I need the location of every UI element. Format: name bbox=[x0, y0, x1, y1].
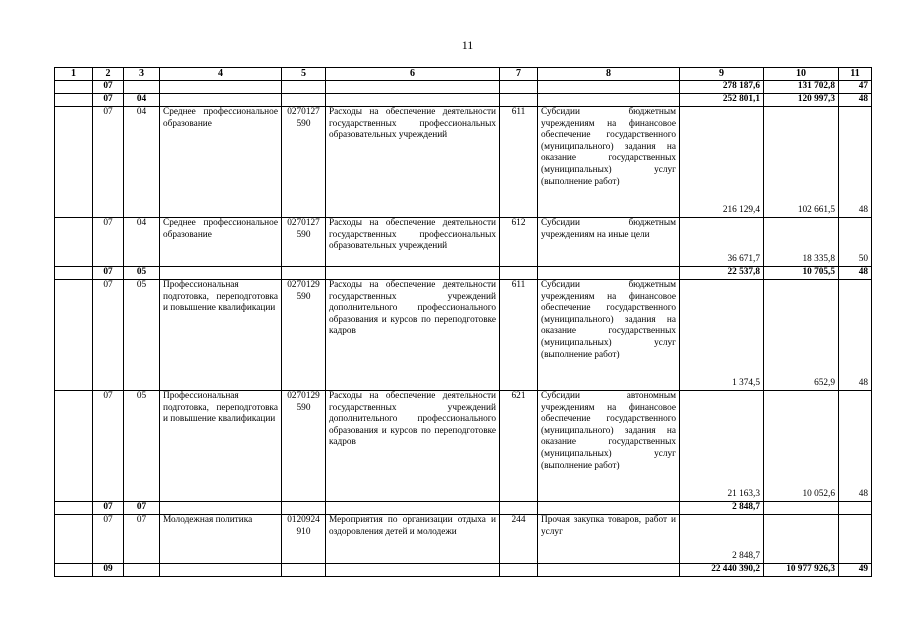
section-code: 07 bbox=[93, 502, 124, 515]
subtotal-row bbox=[55, 81, 872, 94]
row-blank-cell bbox=[55, 94, 93, 107]
row-blank-cell bbox=[538, 564, 680, 577]
amount-executed bbox=[764, 515, 839, 564]
section-code: 07 bbox=[93, 94, 124, 107]
header-cell: 8 bbox=[538, 68, 680, 81]
execution-percent: 50 bbox=[839, 218, 872, 267]
section-code: 07 bbox=[93, 515, 124, 564]
header-cell: 1 bbox=[55, 68, 93, 81]
header-cell: 11 bbox=[839, 68, 872, 81]
amount-executed: 131 702,8 bbox=[764, 81, 839, 94]
target-article-code: 0270127590 bbox=[282, 218, 326, 267]
row-blank-cell bbox=[500, 564, 538, 577]
subtotal-row bbox=[55, 267, 872, 280]
execution-percent: 48 bbox=[839, 280, 872, 391]
row-blank-cell bbox=[160, 81, 282, 94]
row-blank-cell bbox=[282, 267, 326, 280]
subsection-code: 07 bbox=[124, 515, 160, 564]
subtotal-row bbox=[55, 502, 872, 515]
execution-percent: 48 bbox=[839, 107, 872, 218]
expense-type-code: 611 bbox=[500, 280, 538, 391]
amount-plan: 2 848,7 bbox=[680, 515, 764, 564]
row-blank-cell bbox=[55, 515, 93, 564]
header-cell: 10 bbox=[764, 68, 839, 81]
table-row bbox=[55, 280, 872, 391]
expense-type-name: Прочая закупка товаров, работ и услуг bbox=[538, 515, 680, 564]
row-blank-cell bbox=[55, 502, 93, 515]
header-cell: 6 bbox=[326, 68, 500, 81]
execution-percent: 48 bbox=[839, 391, 872, 502]
item-name: Молодежная политика bbox=[160, 515, 282, 564]
item-name: Профессиональная подготовка, переподготовка и повышение квалификации bbox=[160, 391, 282, 502]
header-cell: 2 bbox=[93, 68, 124, 81]
item-name: Профессиональная подготовка, переподготовка и повышение квалификации bbox=[160, 280, 282, 391]
subsection-code: 04 bbox=[124, 107, 160, 218]
subsection-code: 05 bbox=[124, 280, 160, 391]
row-blank-cell bbox=[500, 267, 538, 280]
row-blank-cell bbox=[282, 94, 326, 107]
expense-type-code: 612 bbox=[500, 218, 538, 267]
subtotal-row bbox=[55, 94, 872, 107]
row-blank-cell bbox=[538, 81, 680, 94]
amount-plan: 252 801,1 bbox=[680, 94, 764, 107]
expense-type-code: 244 bbox=[500, 515, 538, 564]
amount-executed: 102 661,5 bbox=[764, 107, 839, 218]
amount-executed bbox=[764, 502, 839, 515]
header-cell: 9 bbox=[680, 68, 764, 81]
amount-plan: 22 537,8 bbox=[680, 267, 764, 280]
section-code: 09 bbox=[93, 564, 124, 577]
expense-purpose: Расходы на обеспечение деятельности государственных учреждений дополнительного профессионального образования и курсов по переподготовке кадров bbox=[326, 280, 500, 391]
row-blank-cell bbox=[326, 81, 500, 94]
row-blank-cell bbox=[55, 81, 93, 94]
amount-executed: 18 335,8 bbox=[764, 218, 839, 267]
amount-plan: 22 440 390,2 bbox=[680, 564, 764, 577]
row-blank-cell bbox=[326, 267, 500, 280]
target-article-code: 0270129590 bbox=[282, 280, 326, 391]
subsection-code: 07 bbox=[124, 502, 160, 515]
item-name: Среднее профессиональное образование bbox=[160, 218, 282, 267]
page-number: 11 bbox=[461, 38, 474, 52]
section-code: 07 bbox=[93, 107, 124, 218]
table-row bbox=[55, 107, 872, 218]
row-blank-cell bbox=[160, 267, 282, 280]
execution-percent: 47 bbox=[839, 81, 872, 94]
expense-purpose: Расходы на обеспечение деятельности государственных профессиональных образовательных учреждений bbox=[326, 218, 500, 267]
header-cell: 5 bbox=[282, 68, 326, 81]
expense-purpose: Расходы на обеспечение деятельности государственных профессиональных образовательных учреждений bbox=[326, 107, 500, 218]
amount-plan: 36 671,7 bbox=[680, 218, 764, 267]
row-blank-cell bbox=[538, 267, 680, 280]
expense-type-code: 621 bbox=[500, 391, 538, 502]
section-code: 07 bbox=[93, 81, 124, 94]
row-blank-cell bbox=[326, 564, 500, 577]
execution-percent bbox=[839, 515, 872, 564]
section-code: 07 bbox=[93, 391, 124, 502]
execution-percent: 48 bbox=[839, 94, 872, 107]
row-blank-cell bbox=[500, 81, 538, 94]
row-blank-cell bbox=[282, 502, 326, 515]
expense-type-name: Субсидии бюджетным учреждениям на финансовое обеспечение государственного (муниципального) задания на оказание государственных (муниципальных) услуг (выполнение работ) bbox=[538, 107, 680, 218]
row-blank-cell bbox=[500, 502, 538, 515]
row-blank-cell bbox=[160, 564, 282, 577]
amount-plan: 21 163,3 bbox=[680, 391, 764, 502]
row-blank-cell bbox=[55, 280, 93, 391]
subsection-code: 05 bbox=[124, 391, 160, 502]
section-code: 07 bbox=[93, 218, 124, 267]
row-blank-cell bbox=[55, 107, 93, 218]
subsection-code: 04 bbox=[124, 94, 160, 107]
item-name: Среднее профессиональное образование bbox=[160, 107, 282, 218]
table-row bbox=[55, 218, 872, 267]
row-blank-cell bbox=[160, 94, 282, 107]
expense-type-name: Субсидии бюджетным учреждениям на иные цели bbox=[538, 218, 680, 267]
execution-percent: 49 bbox=[839, 564, 872, 577]
amount-plan: 278 187,6 bbox=[680, 81, 764, 94]
target-article-code: 0120924910 bbox=[282, 515, 326, 564]
subsection-code bbox=[124, 564, 160, 577]
amount-executed: 10 977 926,3 bbox=[764, 564, 839, 577]
target-article-code: 0270129590 bbox=[282, 391, 326, 502]
section-code: 07 bbox=[93, 267, 124, 280]
row-blank-cell bbox=[282, 564, 326, 577]
target-article-code: 0270127590 bbox=[282, 107, 326, 218]
table-row bbox=[55, 515, 872, 564]
expense-purpose: Расходы на обеспечение деятельности государственных учреждений дополнительного профессионального образования и курсов по переподготовке кадров bbox=[326, 391, 500, 502]
amount-executed: 120 997,3 bbox=[764, 94, 839, 107]
subsection-code: 05 bbox=[124, 267, 160, 280]
amount-executed: 10 052,6 bbox=[764, 391, 839, 502]
row-blank-cell bbox=[326, 94, 500, 107]
budget-table bbox=[54, 67, 872, 577]
row-blank-cell bbox=[55, 391, 93, 502]
expense-type-name: Субсидии автономным учреждениям на финансовое обеспечение государственного (муниципального) задания на оказание государственных (муниципальных) услуг (выполнение работ) bbox=[538, 391, 680, 502]
subsection-code bbox=[124, 81, 160, 94]
row-blank-cell bbox=[538, 94, 680, 107]
amount-plan: 216 129,4 bbox=[680, 107, 764, 218]
subsection-code: 04 bbox=[124, 218, 160, 267]
header-cell: 3 bbox=[124, 68, 160, 81]
execution-percent bbox=[839, 502, 872, 515]
expense-type-name: Субсидии бюджетным учреждениям на финансовое обеспечение государственного (муниципального) задания на оказание государственных (муниципальных) услуг (выполнение работ) bbox=[538, 280, 680, 391]
row-blank-cell bbox=[55, 564, 93, 577]
amount-plan: 2 848,7 bbox=[680, 502, 764, 515]
table-row bbox=[55, 391, 872, 502]
table-header-row bbox=[55, 68, 872, 81]
row-blank-cell bbox=[326, 502, 500, 515]
header-cell: 4 bbox=[160, 68, 282, 81]
expense-purpose: Мероприятия по организации отдыха и оздоровления детей и молодежи bbox=[326, 515, 500, 564]
section-code: 07 bbox=[93, 280, 124, 391]
amount-plan: 1 374,5 bbox=[680, 280, 764, 391]
subtotal-row bbox=[55, 564, 872, 577]
row-blank-cell bbox=[160, 502, 282, 515]
row-blank-cell bbox=[55, 267, 93, 280]
header-cell: 7 bbox=[500, 68, 538, 81]
execution-percent: 48 bbox=[839, 267, 872, 280]
row-blank-cell bbox=[282, 81, 326, 94]
amount-executed: 652,9 bbox=[764, 280, 839, 391]
row-blank-cell bbox=[538, 502, 680, 515]
amount-executed: 10 705,5 bbox=[764, 267, 839, 280]
row-blank-cell bbox=[55, 218, 93, 267]
expense-type-code: 611 bbox=[500, 107, 538, 218]
row-blank-cell bbox=[500, 94, 538, 107]
